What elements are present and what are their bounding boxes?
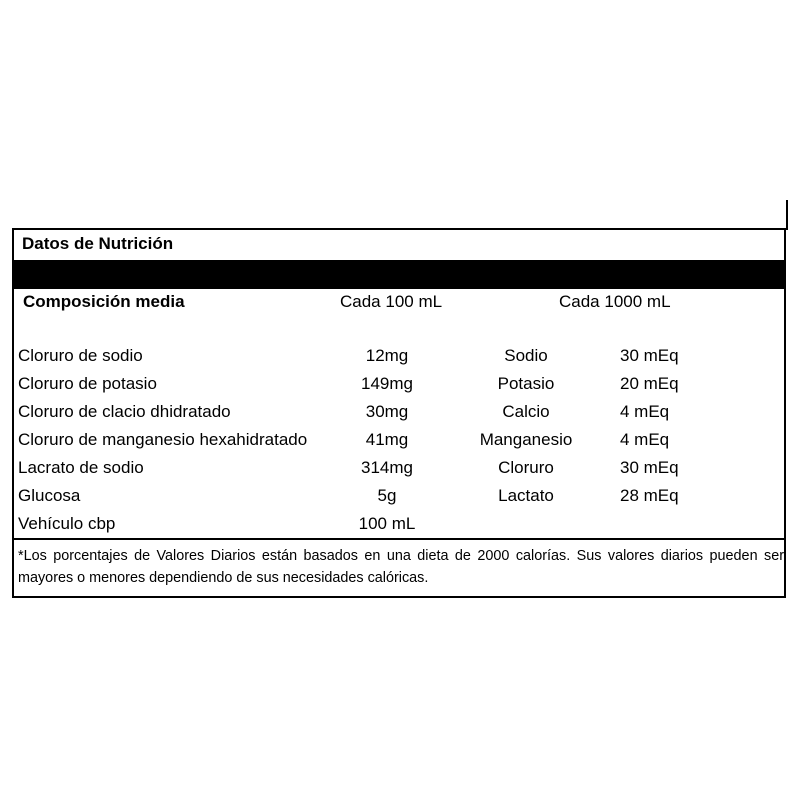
ion-meq: 30 mEq	[620, 346, 679, 365]
edge-tick-line	[786, 200, 788, 230]
ion-meq: 30 mEq	[620, 458, 679, 477]
table-row	[14, 454, 784, 482]
table-row	[14, 370, 784, 398]
ion-name: Sodio	[504, 346, 548, 365]
ingredient-amount: 30mg	[365, 402, 409, 421]
panel-title: Datos de Nutrición	[22, 234, 174, 253]
ingredient-amount: 41mg	[365, 430, 409, 449]
ion-name: Cloruro	[498, 458, 554, 477]
footnote-divider	[14, 538, 784, 540]
ingredient-name: Cloruro de potasio	[18, 374, 157, 393]
ion-meq: 20 mEq	[620, 374, 679, 393]
footnote-text: *Los porcentajes de Valores Diarios están basados en una dieta de 2000 calorías. Sus valores diarios pueden ser mayores o menores dependiendo de sus necesidades calóricas.	[18, 548, 784, 586]
ingredient-name: Vehículo cbp	[18, 514, 116, 533]
table-row	[14, 482, 784, 510]
thick-divider-bar	[14, 260, 784, 289]
table-row	[14, 510, 784, 538]
table-row	[14, 398, 784, 426]
ingredient-name: Cloruro de clacio dhidratado	[18, 402, 231, 421]
table-row	[14, 426, 784, 454]
ion-name: Manganesio	[479, 430, 573, 449]
ingredient-name: Lacrato de sodio	[18, 458, 144, 477]
ion-meq: 4 mEq	[620, 402, 670, 421]
ion-meq: 4 mEq	[620, 430, 670, 449]
per-1000ml-header: Cada 1000 mL	[559, 292, 671, 311]
table-row	[14, 342, 784, 370]
ion-name: Lactato	[498, 486, 554, 505]
ingredient-amount: 12mg	[365, 346, 409, 365]
ingredient-name: Glucosa	[18, 486, 81, 505]
ingredient-amount: 149mg	[361, 374, 413, 393]
per-100ml-header: Cada 100 mL	[340, 292, 443, 311]
composition-header: Composición media	[23, 292, 185, 311]
ingredient-amount: 314mg	[361, 458, 413, 477]
ion-meq: 28 mEq	[620, 486, 679, 505]
ion-name: Potasio	[497, 374, 555, 393]
ingredient-name: Cloruro de manganesio hexahidratado	[18, 430, 308, 449]
ingredient-amount: 100 mL	[358, 514, 416, 533]
ion-name: Calcio	[502, 402, 550, 421]
bar-notch	[496, 258, 554, 259]
ingredient-amount: 5g	[377, 486, 397, 505]
nutrition-facts-panel	[12, 228, 786, 598]
ingredient-name: Cloruro de sodio	[18, 346, 143, 365]
